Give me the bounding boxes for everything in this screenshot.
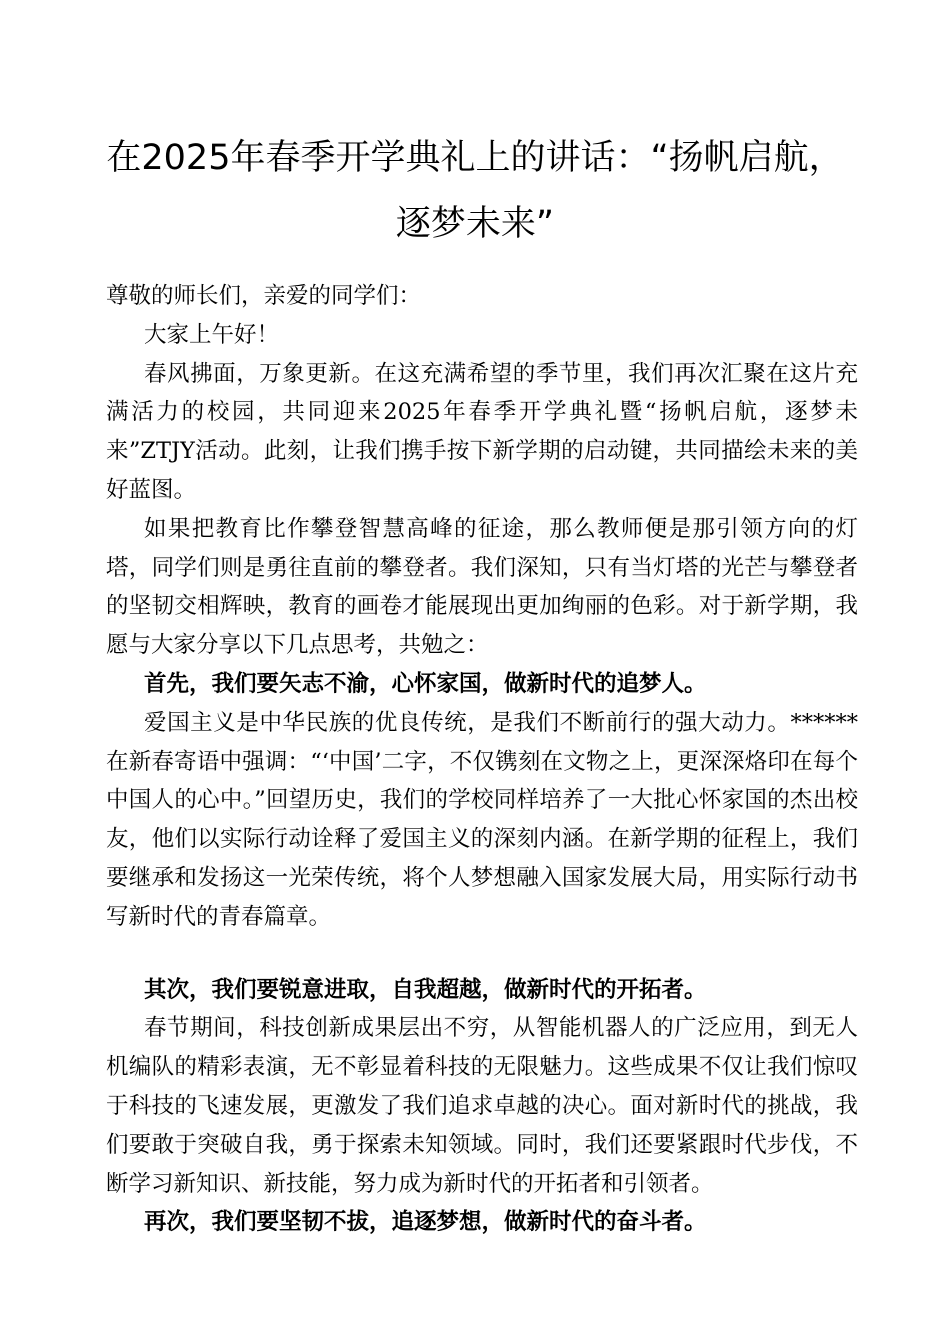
document-title-line-1: 在2025年春季开学典礼上的讲话：“扬帆启航， [106,138,844,178]
paragraph-education-metaphor: 如果把教育比作攀登智慧高峰的征途，那么教师便是那引领方向的灯塔，同学们则是勇往直前的攀登者。我们深知，只有当灯塔的光芒与攀登者的坚韧交相辉映，教育的画卷才能展现出更加绚丽的色彩。对于新学期，我愿与大家分享以下几点思考，共勉之： [106,515,858,659]
paragraph-innovation: 春节期间，科技创新成果层出不穷，从智能机器人的广泛应用，到无人机编队的精彩表演，无不彰显着科技的无限魅力。这些成果不仅让我们惊叹于科技的飞速发展，更激发了我们追求卓越的决心。面对新时代的挑战，我们要敢于突破自我，勇于探索未知领域。同时，我们还要紧跟时代步伐，不断学习新知识、新技能，努力成为新时代的开拓者和引领者。 [106,1015,858,1197]
paragraph-patriotism: 爱国主义是中华民族的优良传统，是我们不断前行的强大动力。******在新春寄语中强调：“‘中国’二字，不仅镌刻在文物之上，更深深烙印在每个中国人的心中。”回望历史，我们的学校同样培养了一大批心怀家国的杰出校友，他们以实际行动诠释了爱国主义的深刻内涵。在新学期的征程上，我们要继承和发扬这一光荣传统，将个人梦想融入国家发展大局，用实际行动书写新时代的青春篇章。 [106,709,858,930]
heading-point-2: 其次，我们要锐意进取，自我超越，做新时代的开拓者。 [144,976,707,1003]
heading-point-3: 再次，我们要坚韧不拔，追逐梦想，做新时代的奋斗者。 [144,1209,707,1236]
document-body [106,277,858,1242]
document-title-line-2: 逐梦未来” [395,204,555,244]
heading-point-1: 首先，我们要矢志不渝，心怀家国，做新时代的追梦人。 [144,670,707,697]
paragraph-opening: 春风拂面，万象更新。在这充满希望的季节里，我们再次汇聚在这片充满活力的校园，共同迎来2025年春季开学典礼暨“扬帆启航，逐梦未来”ZTJY活动。此刻，让我们携手按下新学期的启动键，共同描绘未来的美好蓝图。 [106,360,858,503]
salutation: 尊敬的师长们，亲爱的同学们： [106,283,422,309]
greeting: 大家上午好！ [144,321,280,348]
